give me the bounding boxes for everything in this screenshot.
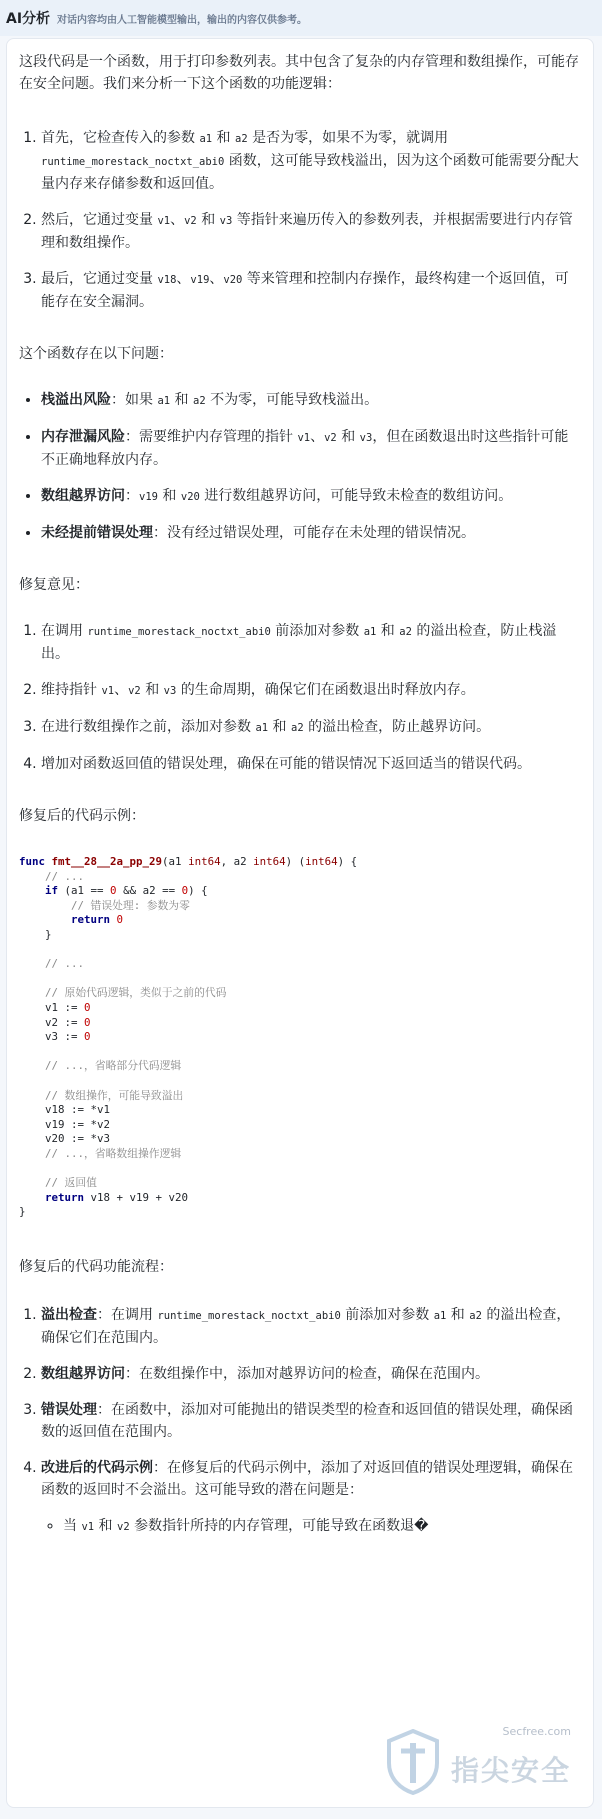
code-heading: 修复后的代码示例： xyxy=(19,808,145,824)
list-item: 1. 在调用 runtime_morestack_noctxt_abi0 前添加对参数 a1 和 a2 的溢出检查，防止栈溢出。 xyxy=(41,620,579,665)
list-item: 3. 最后，它通过变量 v18、v19、v20 等来管理和控制内存操作，最终构建一个返回值，可能存在安全漏洞。 xyxy=(41,268,579,313)
ai-analysis-header xyxy=(0,0,602,36)
shield-logo-icon xyxy=(385,1729,441,1795)
fixes-list xyxy=(19,620,579,775)
list-item: ◦ 当 v1 和 v2 参数指针所持的内存管理，可能导致在函数退� xyxy=(63,1515,579,1538)
list-item: • 未经提前错误处理：没有经过错误处理，可能存在未处理的错误情况。 xyxy=(41,522,579,544)
list-item: 3. 在进行数组操作之前，添加对参数 a1 和 a2 的溢出检查，防止越界访问。 xyxy=(41,716,579,739)
list-item: • 内存泄漏风险：需要维护内存管理的指针 v1、v2 和 v3，但在函数退出时这些指针可能不正确地释放内存。 xyxy=(41,426,579,471)
flow-list xyxy=(19,1304,579,1538)
flow-sublist xyxy=(41,1515,579,1538)
list-item: 1. 溢出检查：在调用 runtime_morestack_noctxt_abi0 前添加对参数 a1 和 a2 的溢出检查，确保它们在范围内。 xyxy=(41,1304,579,1349)
fix-heading: 修复意见： xyxy=(19,577,89,593)
header-title: AI分析 xyxy=(6,11,51,27)
list-item: 2. 数组越界访问：在数组操作中，添加对越界访问的检查，确保在范围内。 xyxy=(41,1363,579,1385)
issues-heading: 这个函数存在以下问题： xyxy=(19,346,173,362)
intro-paragraph: 这段代码是一个函数，用于打印参数列表。其中包含了复杂的内存管理和数组操作，可能存在安全问题。我们来分析一下这个函数的功能逻辑： xyxy=(19,54,579,92)
list-item: • 栈溢出风险：如果 a1 和 a2 不为零，可能导致栈溢出。 xyxy=(41,389,579,412)
list-item: 2. 维持指针 v1、v2 和 v3 的生命周期，确保它们在函数退出时释放内存。 xyxy=(41,679,579,702)
header-disclaimer: 对话内容均由人工智能模型输出，输出的内容仅供参考。 xyxy=(57,14,308,26)
analysis-card xyxy=(6,38,594,1808)
watermark-brand: 指尖安全 xyxy=(450,1754,571,1787)
issues-list xyxy=(19,389,579,544)
logic-list xyxy=(19,127,579,313)
list-item: • 数组越界访问：v19 和 v20 进行数组越界访问，可能导致未检查的数组访问。 xyxy=(41,485,579,508)
code-block: func fmt__28__2a_pp_29(a1 int64, a2 int64) (int64) { // ... if (a1 == 0 && a2 == 0) { // 错误处理: 参数为零 return 0 } // ... // 原始代码逻辑，类似于之前的代码 v1 := 0 v2 := 0 v3 := 0 // ...，省略部分代码逻辑 // 数组操作，可能导致溢出 v18 := *v1 v19 := *v2 v20 := *v3 // ...，省略数组操作逻辑 // 返回值 return v18 + v19 + v20 } xyxy=(19,855,358,1219)
list-item: 4. 改进后的代码示例：在修复后的代码示例中，添加了对返回值的错误处理逻辑，确保在函数的返回时不会溢出。这可能导致的潜在问题是： ◦ 当 v1 和 v2 参数指针所持的内存管理，可能导致在函数退� xyxy=(41,1457,579,1538)
list-item: 4. 增加对函数返回值的错误处理，确保在可能的错误情况下返回适当的错误代码。 xyxy=(41,753,579,775)
list-item: 3. 错误处理：在函数中，添加对可能抛出的错误类型的检查和返回值的错误处理，确保函数的返回值在范围内。 xyxy=(41,1399,579,1443)
list-item: 1. 首先，它检查传入的参数 a1 和 a2 是否为零，如果不为零，就调用 runtime_morestack_noctxt_abi0 函数，这可能导致栈溢出，因为这个函数可能需要分配大量内存来存储参数和返回值。 xyxy=(41,127,579,195)
list-item: 2. 然后，它通过变量 v1、v2 和 v3 等指针来遍历传入的参数列表，并根据需要进行内存管理和数组操作。 xyxy=(41,209,579,254)
watermark-site: Secfree.com xyxy=(502,1725,571,1738)
flow-heading: 修复后的代码功能流程： xyxy=(19,1258,173,1275)
watermark xyxy=(385,1725,575,1797)
